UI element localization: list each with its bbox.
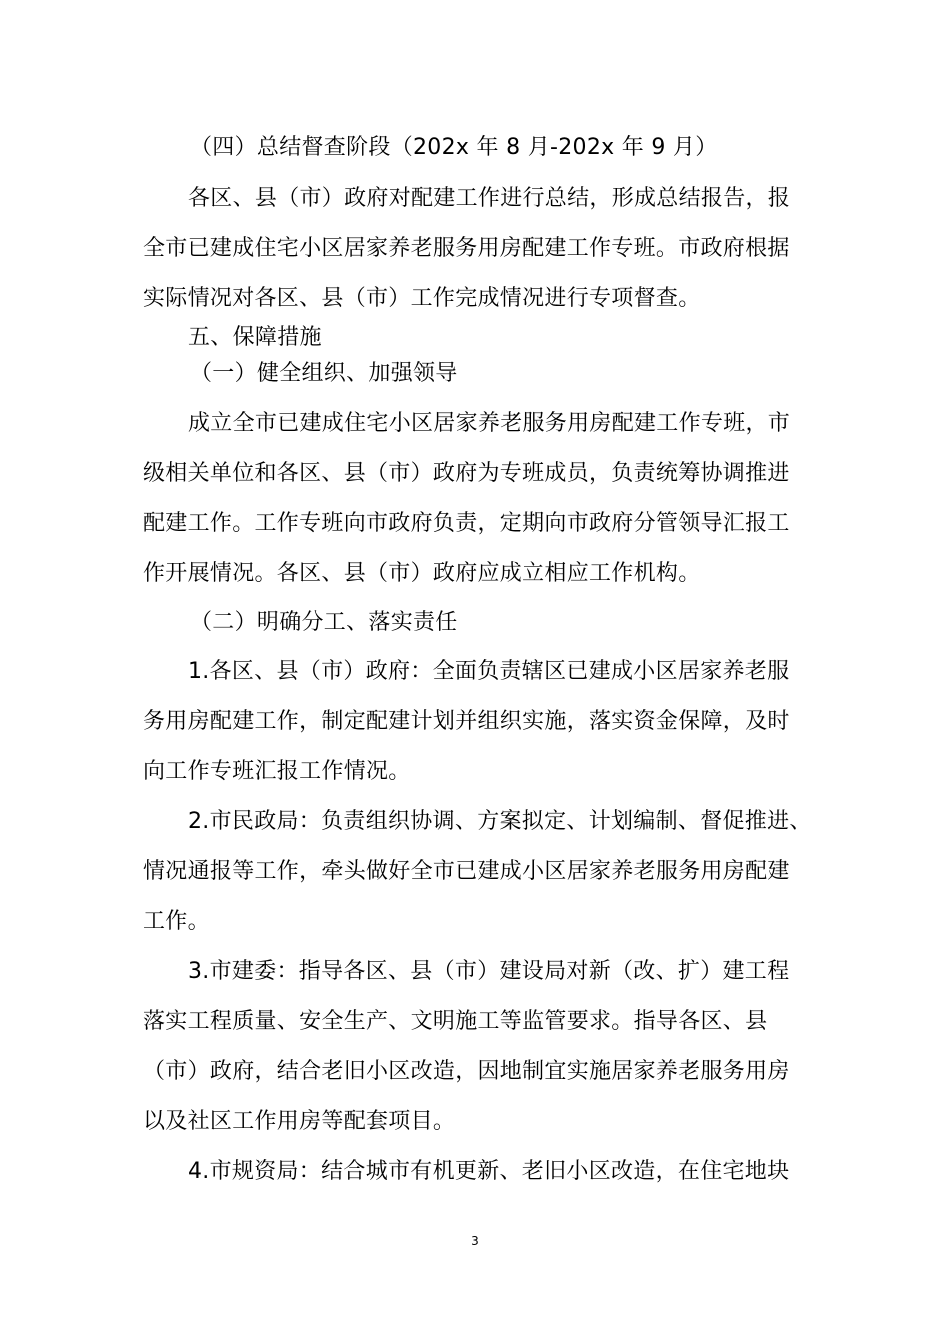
paragraph-line: 向工作专班汇报工作情况。 [143,759,411,784]
paragraph-line: 级相关单位和各区、县（市）政府为专班成员，负责统筹协调推进 [143,461,790,486]
paragraph-line: 全市已建成住宅小区居家养老服务用房配建工作专班。市政府根据 [143,236,790,261]
page-number: 3 [471,1234,479,1248]
paragraph-line: 以及社区工作用房等配套项目。 [143,1109,456,1134]
paragraph-line: 各区、县（市）政府对配建工作进行总结，形成总结报告，报 [188,186,791,211]
paragraph-line: 1.各区、县（市）政府：全面负责辖区已建成小区居家养老服 [188,659,790,684]
paragraph-line: 作开展情况。各区、县（市）政府应成立相应工作机构。 [143,561,701,586]
section-heading-safeguards: 五、保障措施 [188,325,322,350]
paragraph-line: 3.市建委：指导各区、县（市）建设局对新（改、扩）建工程 [188,959,790,984]
paragraph-line: 2.市民政局：负责组织协调、方案拟定、计划编制、督促推进、 [188,809,812,834]
paragraph-line: 落实工程质量、安全生产、文明施工等监管要求。指导各区、县 [143,1009,768,1034]
paragraph-line: 情况通报等工作，牵头做好全市已建成小区居家养老服务用房配建 [143,859,790,884]
paragraph-line: 实际情况对各区、县（市）工作完成情况进行专项督查。 [143,286,701,311]
subsection-heading-summary-inspection: （四）总结督查阶段（202x 年 8 月-202x 年 9 月） [190,135,718,160]
paragraph-line: 成立全市已建成住宅小区居家养老服务用房配建工作专班，市 [188,411,791,436]
paragraph-line: 4.市规资局：结合城市有机更新、老旧小区改造，在住宅地块 [188,1159,790,1184]
paragraph-line: 工作。 [143,909,210,934]
paragraph-line: 务用房配建工作，制定配建计划并组织实施，落实资金保障，及时 [143,709,790,734]
paragraph-line: 配建工作。工作专班向市政府负责，定期向市政府分管领导汇报工 [143,511,790,536]
subsection-heading-organization: （一）健全组织、加强领导 [190,361,458,386]
subsection-heading-responsibilities: （二）明确分工、落实责任 [190,610,458,635]
paragraph-line: （市）政府，结合老旧小区改造，因地制宜实施居家养老服务用房 [143,1059,790,1084]
